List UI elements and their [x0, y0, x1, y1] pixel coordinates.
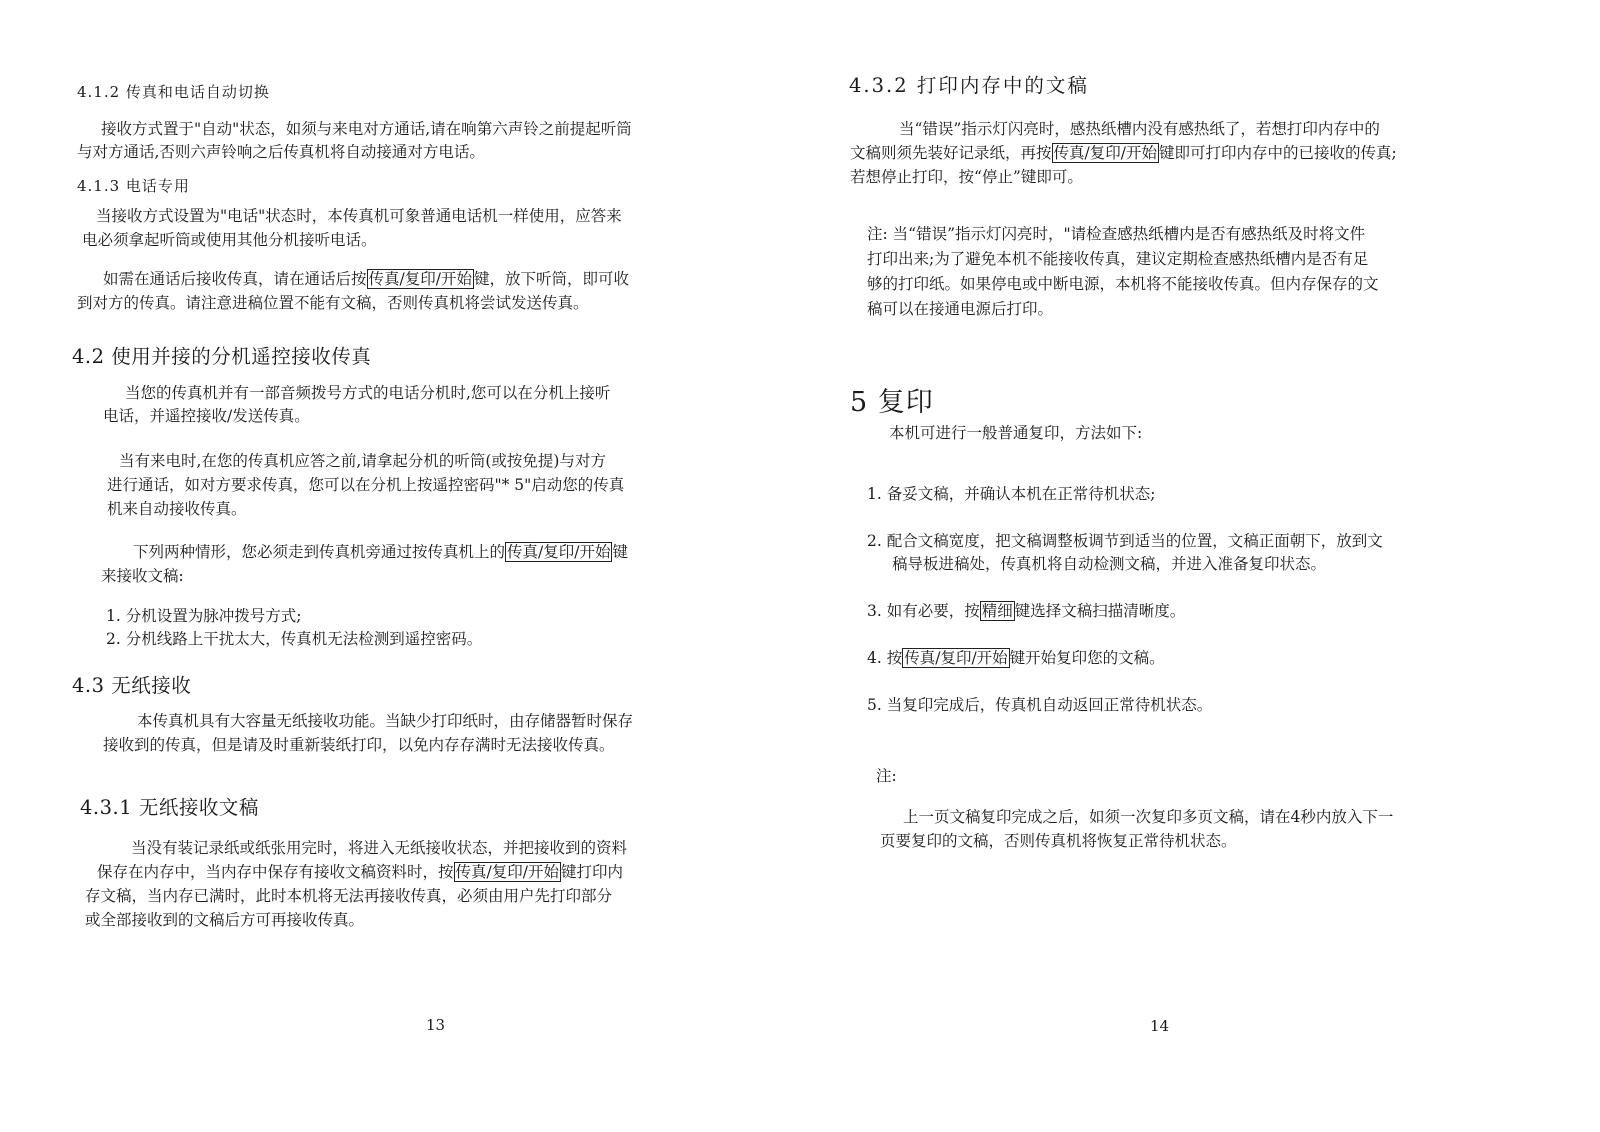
section-5-intro: 本机可进行一般普通复印，方法如下:: [889, 424, 1143, 442]
paragraph-4-3-2-line-2: [850, 141, 1397, 166]
text-run: 键选择文稿扫描清晰度。: [1014, 602, 1186, 620]
paragraph-4-1-2-line-2: 与对方通话,否则六声铃响之后传真机将自动接通对方电话。: [77, 143, 485, 161]
page-14: [800, 0, 1600, 1132]
step-5: 5. 当复印完成后，传真机自动返回正常待机状态。: [867, 696, 1213, 714]
page-number: 14: [1150, 1017, 1170, 1035]
fax-copy-start-key-label: 传真/复印/开始: [1053, 144, 1157, 162]
page-13: [0, 0, 790, 1132]
paragraph-4-2-p2-line-2: 进行通话，如对方要求传真，您可以在分机上按遥控密码"* 5"启动您的传真: [107, 476, 625, 494]
heading-4-3-1: 4.3.1 无纸接收文稿: [80, 796, 259, 819]
fine-key-label: 精细: [981, 602, 1013, 620]
text-run: 3. 如有必要，按: [867, 602, 980, 620]
paragraph-4-3-line-1: 本传真机具有大容量无纸接收功能。当缺少打印纸时，由存储器暂时保存: [137, 712, 634, 730]
text-run: 4. 按: [867, 649, 903, 667]
paragraph-4-3-1-line-3: 存文稿，当内存已满时，此时本机将无法再接收传真，必须由用户先打印部分: [85, 887, 613, 905]
fax-copy-start-key-label: 传真/复印/开始: [904, 649, 1008, 667]
note-1-line-3: 够的打印纸。如果停电或中断电源，本机将不能接收传真。但内存保存的文: [867, 275, 1379, 293]
text-run: 如需在通话后接收传真，请在通话后按: [103, 270, 367, 288]
list-item-4-2-1: 1. 分机设置为脉冲拨号方式;: [106, 607, 302, 625]
note-2-line-1: 上一页文稿复印完成之后，如须一次复印多页文稿，请在4秒内放入下一: [903, 808, 1394, 826]
note-2-line-2: 页要复印的文稿，否则传真机将恢复正常待机状态。: [880, 832, 1237, 850]
note-1-line-4: 稿可以在接通电源后打印。: [867, 300, 1054, 318]
heading-4-2: 4.2 使用并接的分机遥控接收传真: [72, 345, 372, 368]
heading-4-1-2: 4.1.2 传真和电话自动切换: [77, 83, 270, 101]
note-2-label: 注:: [876, 767, 897, 785]
list-item-4-2-2: 2. 分机线路上干扰太大，传真机无法检测到遥控密码。: [106, 630, 483, 648]
text-run: 键开始复印您的文稿。: [1009, 649, 1165, 667]
step-2-line-1: 2. 配合文稿宽度，把文稿调整板调节到适当的位置，文稿正面朝下，放到文: [867, 532, 1383, 550]
paragraph-4-1-3-line-2: 电必须拿起听筒或使用其他分机接听电话。: [82, 231, 377, 249]
heading-4-3-2: 4.3.2 打印内存中的文稿: [849, 74, 1089, 97]
step-3: [867, 599, 1185, 624]
text-run: 键即可打印内存中的已接收的传真;: [1158, 144, 1397, 162]
paragraph-4-1-3-p2-line-2: 到对方的传真。请注意进稿位置不能有文稿，否则传真机将尝试发送传真。: [77, 294, 589, 312]
fax-copy-start-key-label: 传真/复印/开始: [455, 863, 559, 881]
paragraph-4-1-3-line-1: 当接收方式设置为"电话"状态时，本传真机可象普通电话机一样使用，应答来: [96, 207, 622, 225]
paragraph-4-2-p3-line-1: [133, 540, 628, 565]
paragraph-4-3-1-line-4: 或全部接收到的文稿后方可再接收传真。: [85, 911, 365, 929]
note-1-line-2: 打印出来;为了避免本机不能接收传真，建议定期检查感热纸槽内是否有足: [867, 250, 1369, 268]
heading-5-copy: 5 复印: [850, 387, 934, 418]
heading-4-3: 4.3 无纸接收: [72, 674, 192, 697]
paragraph-4-1-2-line-1: 接收方式置于"自动"状态，如须与来电对方通话,请在响第六声铃之前提起听筒: [101, 120, 632, 138]
fax-copy-start-key-label: 传真/复印/开始: [368, 270, 472, 288]
paragraph-4-3-2-line-1: 当“错误”指示灯闪亮时，感热纸槽内没有感热纸了，若想打印内存中的: [899, 120, 1380, 138]
paragraph-4-3-1-line-2: [97, 860, 623, 885]
paragraph-4-2-p2-line-1: 当有来电时,在您的传真机应答之前,请拿起分机的听筒(或按免提)与对方: [119, 452, 606, 470]
paragraph-4-2-p3-line-2: 来接收文稿:: [101, 567, 184, 585]
text-run: 键: [612, 543, 628, 561]
text-run: 文稿则须先装好记录纸，再按: [850, 144, 1052, 162]
step-1: 1. 备妥文稿，并确认本机在正常待机状态;: [867, 485, 1156, 503]
paragraph-4-3-line-2: 接收到的传真，但是请及时重新装纸打印，以免内存存满时无法接收传真。: [103, 736, 615, 754]
heading-4-1-3: 4.1.3 电话专用: [77, 177, 190, 195]
text-run: 键，放下听筒，即可收: [473, 270, 629, 288]
paragraph-4-2-line-1: 当您的传真机并有一部音频拨号方式的电话分机时,您可以在分机上接听: [125, 384, 611, 402]
paragraph-4-3-2-line-3: 若想停止打印，按“停止”键即可。: [850, 168, 1083, 186]
paragraph-4-3-1-line-1: 当没有装记录纸或纸张用完时，将进入无纸接收状态，并把接收到的资料: [131, 839, 628, 857]
text-run: 下列两种情形，您必须走到传真机旁通过按传真机上的: [133, 543, 506, 561]
paragraph-4-2-p2-line-3: 机来自动接收传真。: [107, 500, 247, 518]
step-4: [867, 646, 1165, 671]
paragraph-4-2-line-2: 电话，并遥控接收/发送传真。: [103, 407, 310, 425]
text-run: 保存在内存中，当内存中保存有接收文稿资料时，按: [97, 863, 454, 881]
text-run: 键打印内: [560, 863, 623, 881]
note-1-line-1: 注: 当“错误”指示灯闪亮时，"请检查感热纸槽内是否有感热纸及时将文件: [867, 225, 1366, 243]
page-number: 13: [426, 1016, 446, 1034]
step-2-line-2: 稿导板进稿处，传真机将自动检测文稿，并进入准备复印状态。: [892, 555, 1327, 573]
paragraph-4-1-3-p2-line-1: [103, 267, 629, 292]
fax-copy-start-key-label: 传真/复印/开始: [507, 543, 611, 561]
